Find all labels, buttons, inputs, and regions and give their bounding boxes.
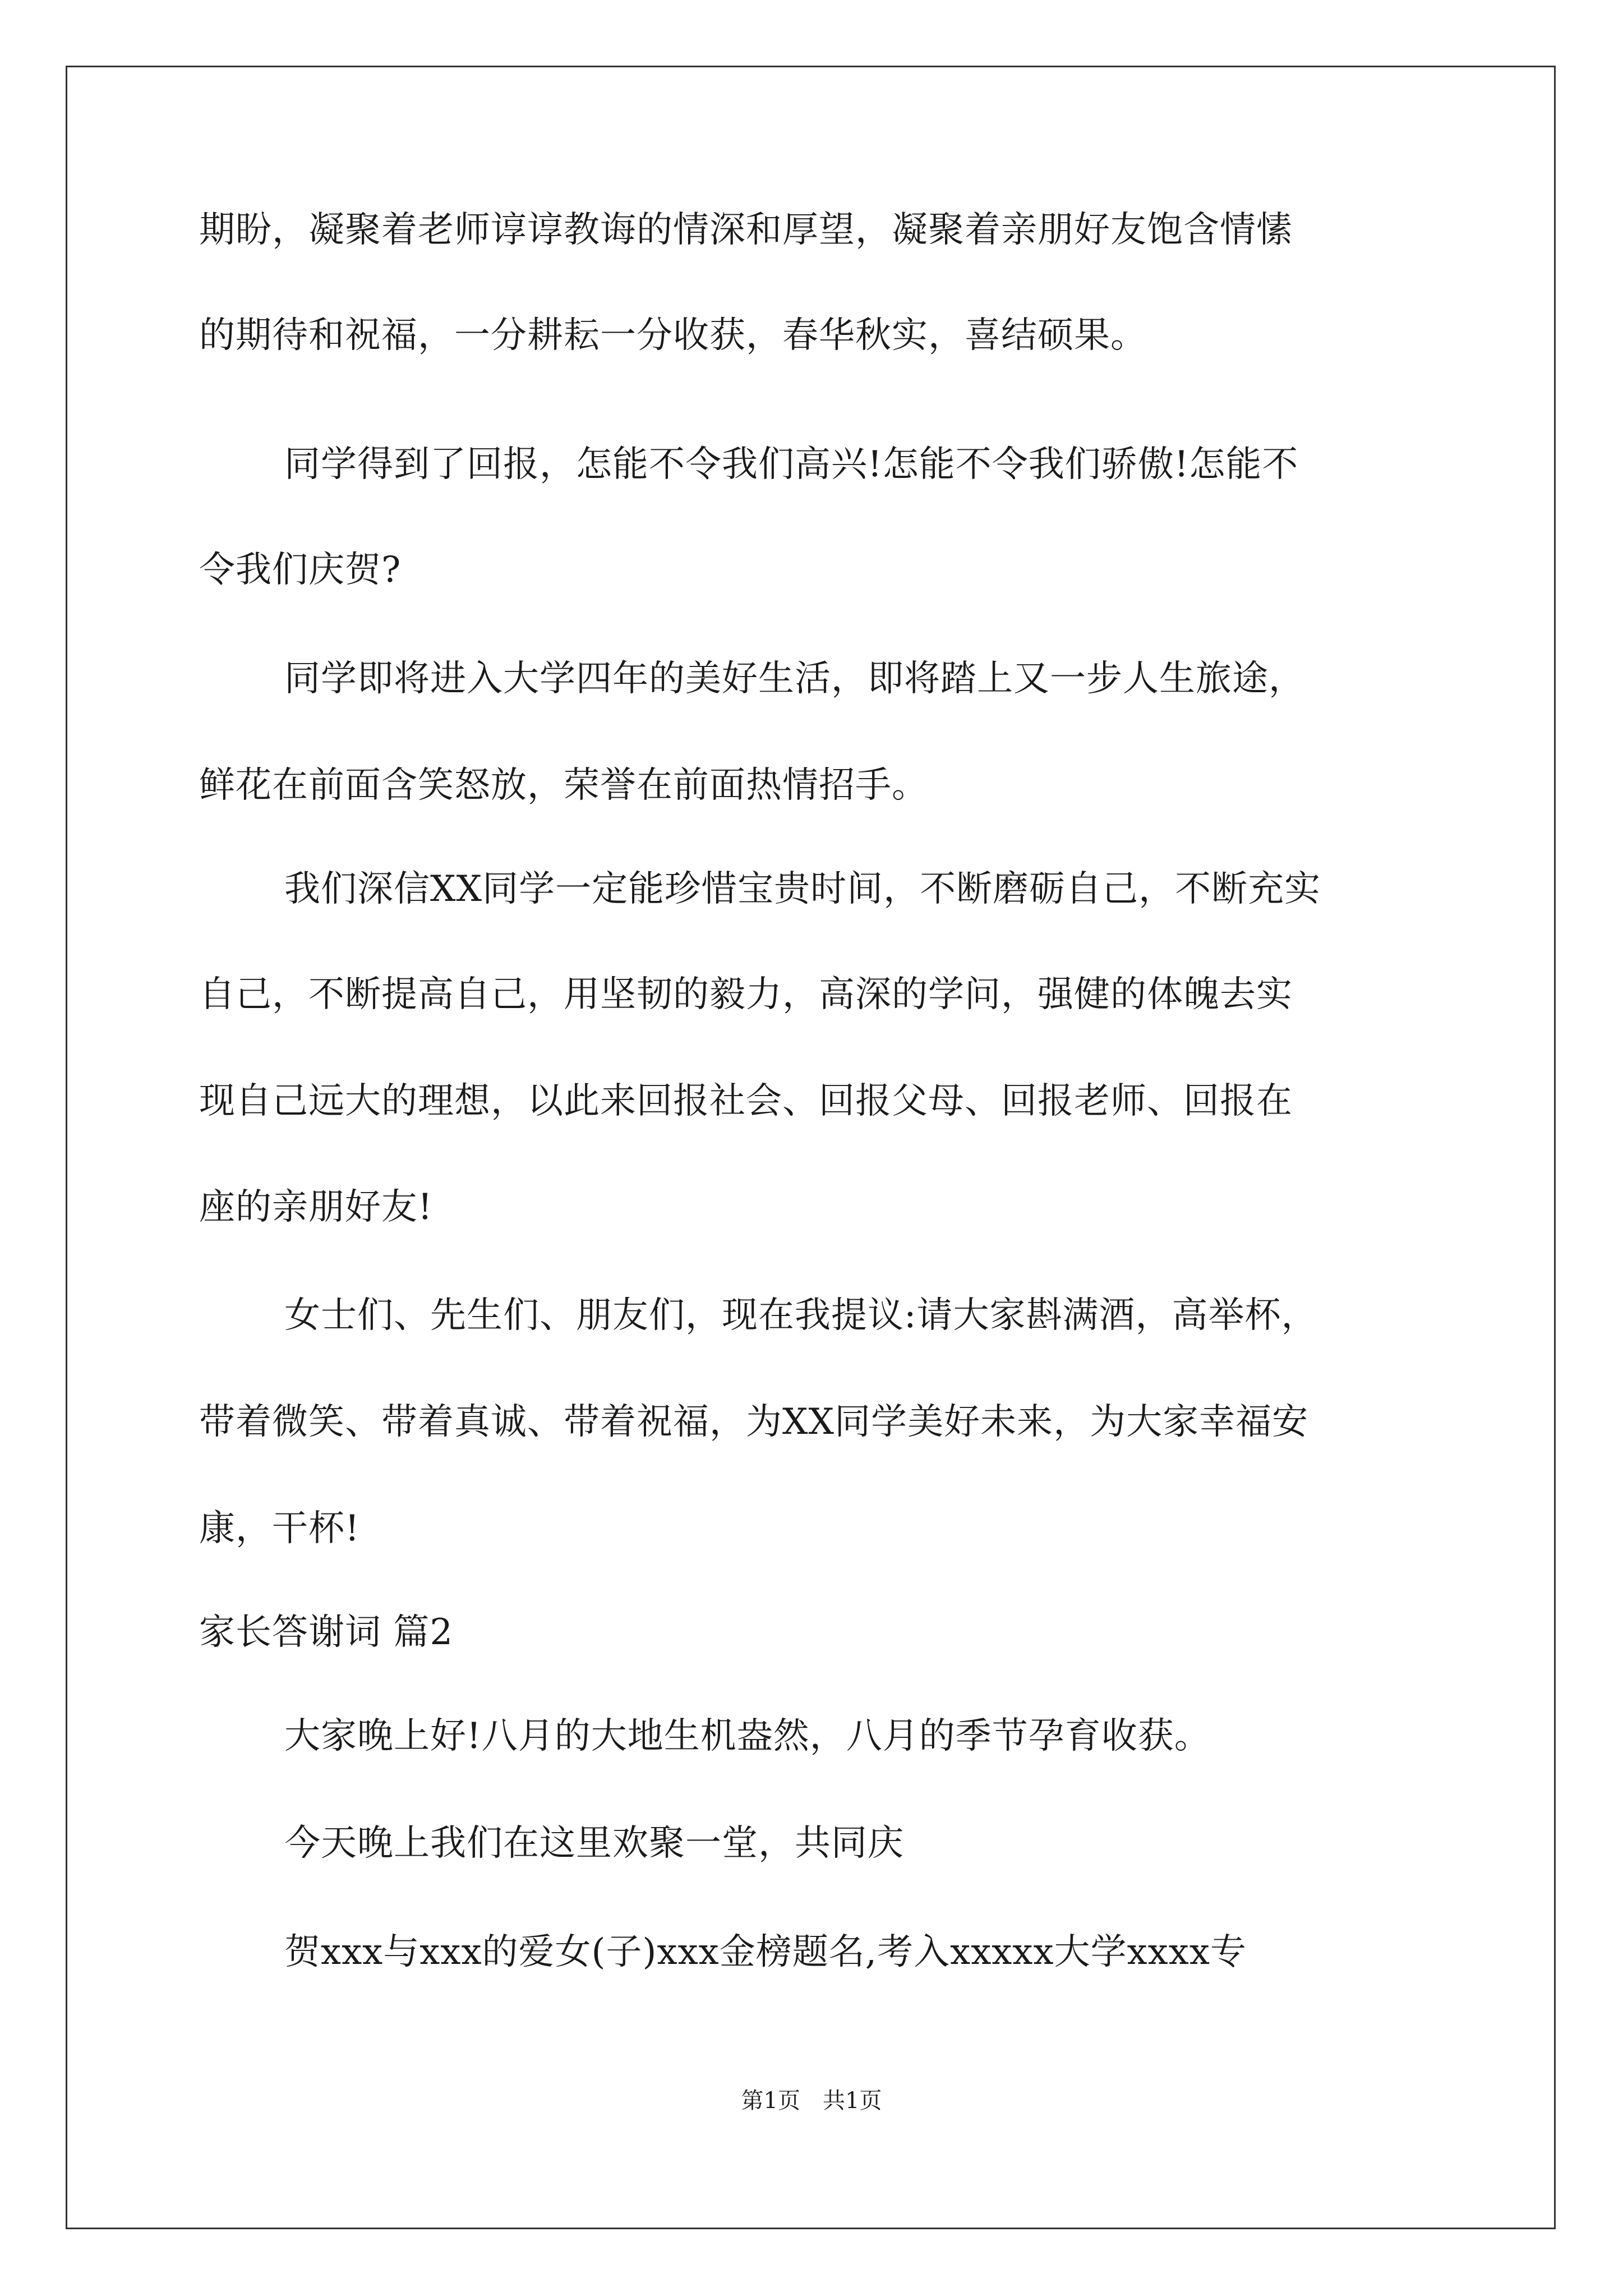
paragraph-line: 今天晚上我们在这里欢聚一堂，共同庆 xyxy=(284,1823,904,1864)
text-line: 康，干杯! xyxy=(199,1508,360,1549)
paragraph-line: 我们深信XX同学一定能珍惜宝贵时间，不断磨砺自己，不断充实 xyxy=(284,868,1321,910)
text-line: 现自己远大的理想，以此来回报社会、回报父母、回报老师、回报在 xyxy=(199,1080,1293,1122)
paragraph-line: 贺xxx与xxx的爱女(子)xxx金榜题名,考入xxxxx大学xxxx专 xyxy=(284,1931,1247,1973)
paragraph-line: 大家晚上好!八月的大地生机盎然，八月的季节孕育收获。 xyxy=(284,1715,1211,1757)
text-line: 座的亲朋好友! xyxy=(199,1186,433,1228)
paragraph-line: 同学即将进入大学四年的美好生活，即将踏上又一步人生旅途， xyxy=(284,658,1305,700)
page-border xyxy=(66,66,1556,2229)
text-line: 令我们庆贺? xyxy=(199,549,402,591)
section-heading: 家长答谢词 篇2 xyxy=(199,1612,454,1653)
text-line: 的期待和祝福，一分耕耘一分收获，春华秋实，喜结硕果。 xyxy=(199,315,1147,356)
paragraph-line: 同学得到了回报，怎能不令我们高兴!怎能不令我们骄傲!怎能不 xyxy=(284,444,1299,485)
page-number: 第1页 共1页 xyxy=(741,2088,882,2114)
text-line: 期盼，凝聚着老师谆谆教诲的情深和厚望，凝聚着亲朋好友饱含情愫 xyxy=(199,209,1293,251)
paragraph-line: 女士们、先生们、朋友们，现在我提议:请大家斟满酒，高举杯， xyxy=(284,1295,1318,1336)
text-line: 自己，不断提高自己，用坚韧的毅力，高深的学问，强健的体魄去实 xyxy=(199,974,1293,1015)
text-line: 鲜花在前面含笑怒放，荣誉在前面热情招手。 xyxy=(199,765,928,806)
text-line: 带着微笑、带着真诚、带着祝福，为XX同学美好未来，为大家幸福安 xyxy=(199,1401,1309,1443)
